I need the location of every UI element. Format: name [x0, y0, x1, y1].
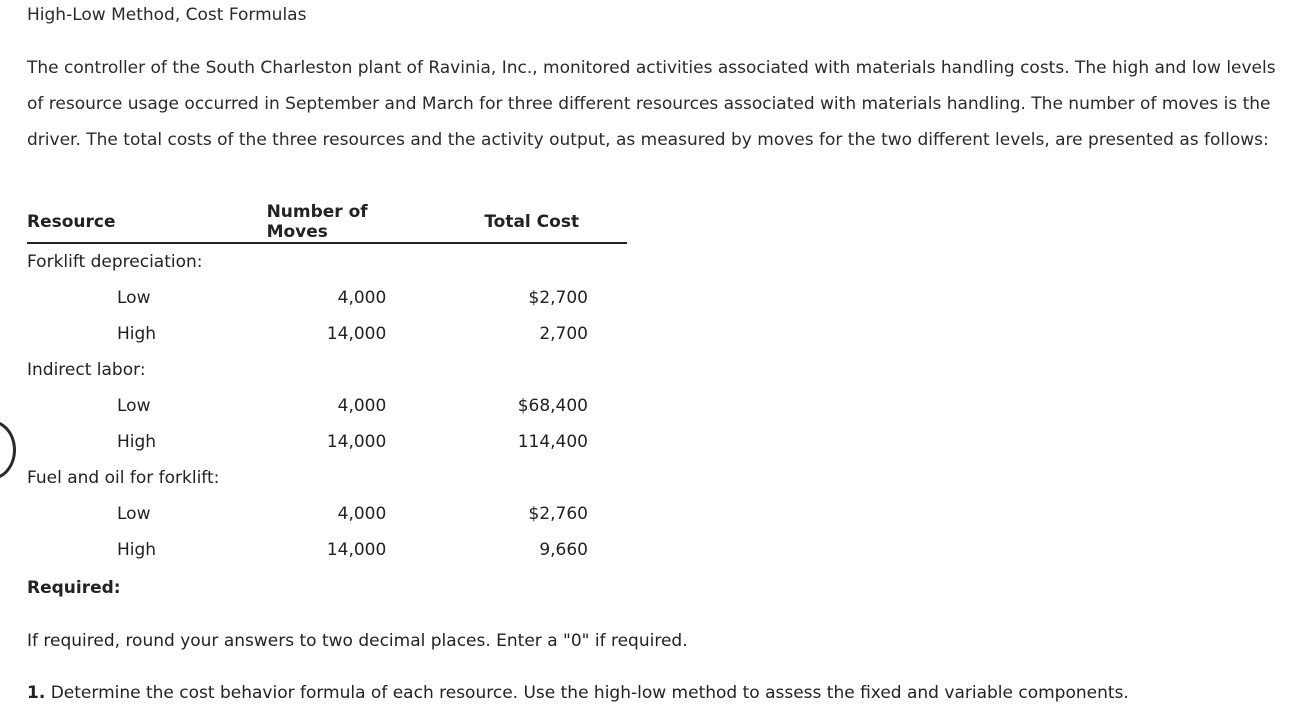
level-label: High: [117, 432, 157, 452]
required-heading: Required:: [27, 578, 121, 598]
rounding-instructions: If required, round your answers to two decimal places. Enter a "0" if required.: [27, 631, 688, 651]
table-row: [27, 424, 627, 460]
header-resource: Resource: [27, 202, 267, 243]
cost-value: 114,400: [517, 432, 588, 452]
header-cost: Total Cost: [432, 202, 627, 243]
page-title: High-Low Method, Cost Formulas: [27, 5, 307, 25]
group-row: [27, 460, 627, 496]
moves-value: 4,000: [337, 288, 387, 308]
question-text: Determine the cost behavior formula of each resource. Use the high-low method to assess the fixed and variable components.: [45, 683, 1129, 703]
cost-value: $2,700: [528, 288, 588, 308]
moves-value: 4,000: [337, 396, 387, 416]
table-row: [27, 316, 627, 352]
cost-value: $2,760: [528, 504, 588, 524]
group-row: [27, 352, 627, 388]
moves-value: 14,000: [326, 432, 387, 452]
level-label: High: [117, 540, 157, 560]
header-moves: Number of Moves: [267, 202, 433, 243]
table-row: [27, 388, 627, 424]
moves-value: 14,000: [326, 324, 387, 344]
level-label: Low: [117, 396, 151, 416]
level-label: Low: [117, 504, 151, 524]
table-header-row: [27, 202, 627, 243]
question-1: [27, 683, 1129, 703]
moves-value: 4,000: [337, 504, 387, 524]
group-name: Indirect labor:: [27, 360, 146, 380]
group-name: Forklift depreciation:: [27, 252, 203, 272]
table-row: [27, 280, 627, 316]
side-circle-decoration: [0, 420, 16, 480]
cost-value: $68,400: [517, 396, 588, 416]
level-label: High: [117, 324, 157, 344]
table-row: [27, 532, 627, 568]
cost-value: 2,700: [539, 324, 588, 344]
moves-value: 14,000: [326, 540, 387, 560]
group-row: [27, 243, 627, 280]
cost-table: [27, 202, 627, 568]
group-name: Fuel and oil for forklift:: [27, 468, 220, 488]
cost-value: 9,660: [539, 540, 588, 560]
level-label: Low: [117, 288, 151, 308]
question-number: 1.: [27, 683, 46, 703]
intro-paragraph: The controller of the South Charleston plant of Ravinia, Inc., monitored activities associated with materials handling costs. The high and low levels of resource usage occurred in September and March for three different resources associated with materials handling. The number of moves is the driver. The total costs of the three resources and the activity output, as measured by moves for the two different levels, are presented as follows:: [27, 58, 1276, 150]
table-row: [27, 496, 627, 532]
